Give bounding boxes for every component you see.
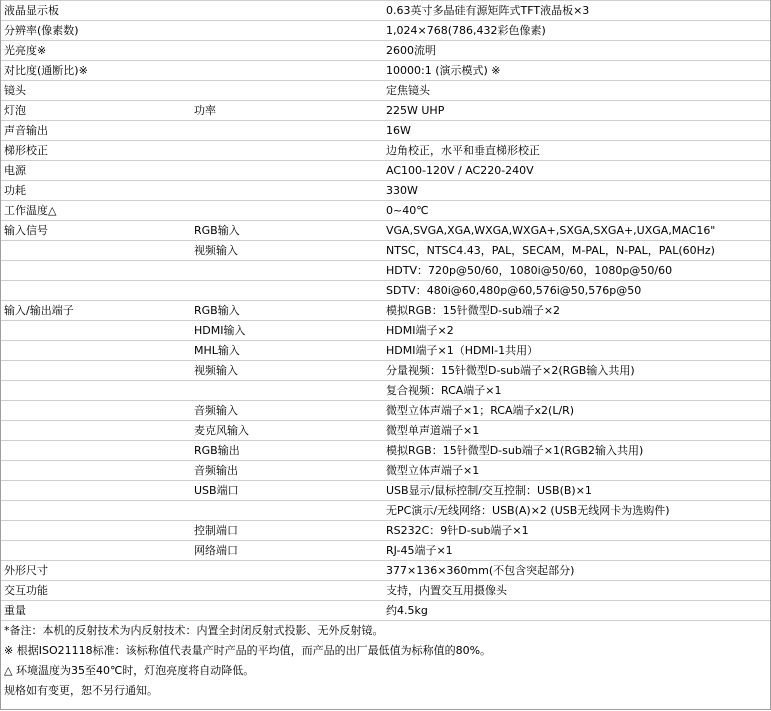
spec-row (1, 61, 770, 81)
spec-sub (191, 181, 383, 201)
spec-label: 电源 (1, 161, 191, 181)
spec-label (1, 381, 191, 401)
spec-label: 梯形校正 (1, 141, 191, 161)
spec-value: 0.63英寸多晶硅有源矩阵式TFT液晶板×3 (383, 1, 770, 21)
spec-row (1, 541, 770, 561)
spec-label: 工作温度△ (1, 201, 191, 221)
spec-label: 对比度(通断比)※ (1, 61, 191, 81)
spec-value: USB显示/鼠标控制/交互控制：USB(B)×1 (383, 481, 770, 501)
spec-value: 微型单声道端子×1 (383, 421, 770, 441)
spec-value: RJ-45端子×1 (383, 541, 770, 561)
spec-label: 分辨率(像素数) (1, 21, 191, 41)
spec-row (1, 341, 770, 361)
spec-label (1, 501, 191, 521)
spec-sub (191, 281, 383, 301)
spec-sub: 麦克风输入 (191, 421, 383, 441)
spec-value: 225W UHP (383, 101, 770, 121)
spec-label: 重量 (1, 601, 191, 621)
spec-label: 外形尺寸 (1, 561, 191, 581)
footnote: △ 环境温度为35至40℃时，灯泡亮度将自动降低。 (4, 664, 255, 677)
spec-label (1, 281, 191, 301)
spec-row (1, 121, 770, 141)
spec-value: 330W (383, 181, 770, 201)
spec-value: VGA,SVGA,XGA,WXGA,WXGA+,SXGA,SXGA+,UXGA,MAC16" (383, 221, 770, 241)
spec-sub: 视频输入 (191, 361, 383, 381)
spec-row (1, 21, 770, 41)
spec-sub: 网络端口 (191, 541, 383, 561)
spec-sub: 音频输出 (191, 461, 383, 481)
spec-sub (191, 581, 383, 601)
spec-label (1, 321, 191, 341)
spec-value: 0~40℃ (383, 201, 770, 221)
spec-sub: 控制端口 (191, 521, 383, 541)
spec-sub (191, 41, 383, 61)
spec-row (1, 201, 770, 221)
spec-label (1, 521, 191, 541)
spec-value: 边角校正，水平和垂直梯形校正 (383, 141, 770, 161)
spec-row (1, 221, 770, 241)
spec-value: 约4.5kg (383, 601, 770, 621)
spec-sub (191, 61, 383, 81)
footnotes (1, 621, 770, 701)
spec-sub (191, 261, 383, 281)
spec-value: 10000:1 (演示模式) ※ (383, 61, 770, 81)
spec-label: 功耗 (1, 181, 191, 201)
spec-sub (191, 81, 383, 101)
spec-sub: 视频输入 (191, 241, 383, 261)
spec-label (1, 461, 191, 481)
spec-row (1, 1, 770, 21)
spec-label: 输入信号 (1, 221, 191, 241)
spec-sub: HDMI输入 (191, 321, 383, 341)
spec-sub: 音频输入 (191, 401, 383, 421)
spec-row (1, 181, 770, 201)
footnote: 规格如有变更，恕不另行通知。 (4, 684, 158, 697)
spec-sub (191, 601, 383, 621)
spec-row (1, 441, 770, 461)
spec-row (1, 41, 770, 61)
spec-row (1, 481, 770, 501)
spec-value: AC100-120V / AC220-240V (383, 161, 770, 181)
spec-label: 镜头 (1, 81, 191, 101)
footnote: *备注：本机的反射技术为内反射技术：内置全封闭反射式投影、无外反射镜。 (4, 624, 384, 637)
spec-row (1, 261, 770, 281)
spec-row (1, 361, 770, 381)
spec-sub (191, 201, 383, 221)
spec-value: 分量视频：15针微型D-sub端子×2(RGB输入共用) (383, 361, 770, 381)
spec-row (1, 141, 770, 161)
spec-table-body (1, 1, 770, 621)
footnote: ※ 根据ISO21118标准：该标称值代表量产时产品的平均值，而产品的出厂最低值为标称值的80%。 (4, 644, 492, 657)
spec-row (1, 581, 770, 601)
spec-value: 微型立体声端子×1；RCA端子x2(L/R) (383, 401, 770, 421)
spec-sub (191, 141, 383, 161)
spec-value: 模拟RGB：15针微型D-sub端子×1(RGB2输入共用) (383, 441, 770, 461)
spec-value: SDTV：480i@60,480p@60,576i@50,576p@50 (383, 281, 770, 301)
spec-value: 复合视频：RCA端子×1 (383, 381, 770, 401)
spec-sub: RGB输出 (191, 441, 383, 461)
spec-row (1, 601, 770, 621)
spec-sub: 功率 (191, 101, 383, 121)
spec-value: 2600流明 (383, 41, 770, 61)
spec-value: 377×136×360mm(不包含突起部分) (383, 561, 770, 581)
spec-row (1, 561, 770, 581)
spec-label (1, 401, 191, 421)
spec-label (1, 261, 191, 281)
spec-sub: RGB输入 (191, 301, 383, 321)
spec-label (1, 241, 191, 261)
spec-row (1, 401, 770, 421)
spec-value: 模拟RGB：15针微型D-sub端子×2 (383, 301, 770, 321)
spec-sub (191, 501, 383, 521)
spec-label (1, 481, 191, 501)
spec-row (1, 241, 770, 261)
spec-value: 16W (383, 121, 770, 141)
spec-value: RS232C：9针D-sub端子×1 (383, 521, 770, 541)
spec-value: HDMI端子×1（HDMI-1共用） (383, 341, 770, 361)
spec-label: 液晶显示板 (1, 1, 191, 21)
spec-label (1, 361, 191, 381)
spec-label (1, 441, 191, 461)
spec-label: 声音输出 (1, 121, 191, 141)
spec-sub (191, 21, 383, 41)
spec-row (1, 421, 770, 441)
spec-value: 定焦镜头 (383, 81, 770, 101)
spec-sub: MHL输入 (191, 341, 383, 361)
spec-label (1, 341, 191, 361)
spec-label: 输入/输出端子 (1, 301, 191, 321)
spec-row (1, 501, 770, 521)
spec-row (1, 321, 770, 341)
spec-row (1, 101, 770, 121)
spec-sub: USB端口 (191, 481, 383, 501)
spec-label: 灯泡 (1, 101, 191, 121)
spec-value: 微型立体声端子×1 (383, 461, 770, 481)
spec-row (1, 161, 770, 181)
spec-row (1, 381, 770, 401)
spec-value: HDMI端子×2 (383, 321, 770, 341)
spec-row (1, 281, 770, 301)
spec-row (1, 521, 770, 541)
spec-sub (191, 161, 383, 181)
spec-value: HDTV：720p@50/60，1080i@50/60，1080p@50/60 (383, 261, 770, 281)
spec-sub (191, 561, 383, 581)
spec-sub (191, 381, 383, 401)
spec-value: NTSC，NTSC4.43，PAL，SECAM，M-PAL，N-PAL，PAL(60Hz) (383, 241, 770, 261)
spec-label (1, 421, 191, 441)
spec-label: 光亮度※ (1, 41, 191, 61)
spec-table (1, 0, 770, 621)
spec-row (1, 461, 770, 481)
spec-row (1, 81, 770, 101)
spec-sub (191, 121, 383, 141)
spec-sub: RGB输入 (191, 221, 383, 241)
spec-sub (191, 1, 383, 21)
spec-row (1, 301, 770, 321)
spec-label: 交互功能 (1, 581, 191, 601)
spec-value: 1,024×768(786,432彩色像素) (383, 21, 770, 41)
spec-value: 无PC演示/无线网络：USB(A)×2 (USB无线网卡为选购件) (383, 501, 770, 521)
spec-value: 支持，内置交互用摄像头 (383, 581, 770, 601)
spec-label (1, 541, 191, 561)
